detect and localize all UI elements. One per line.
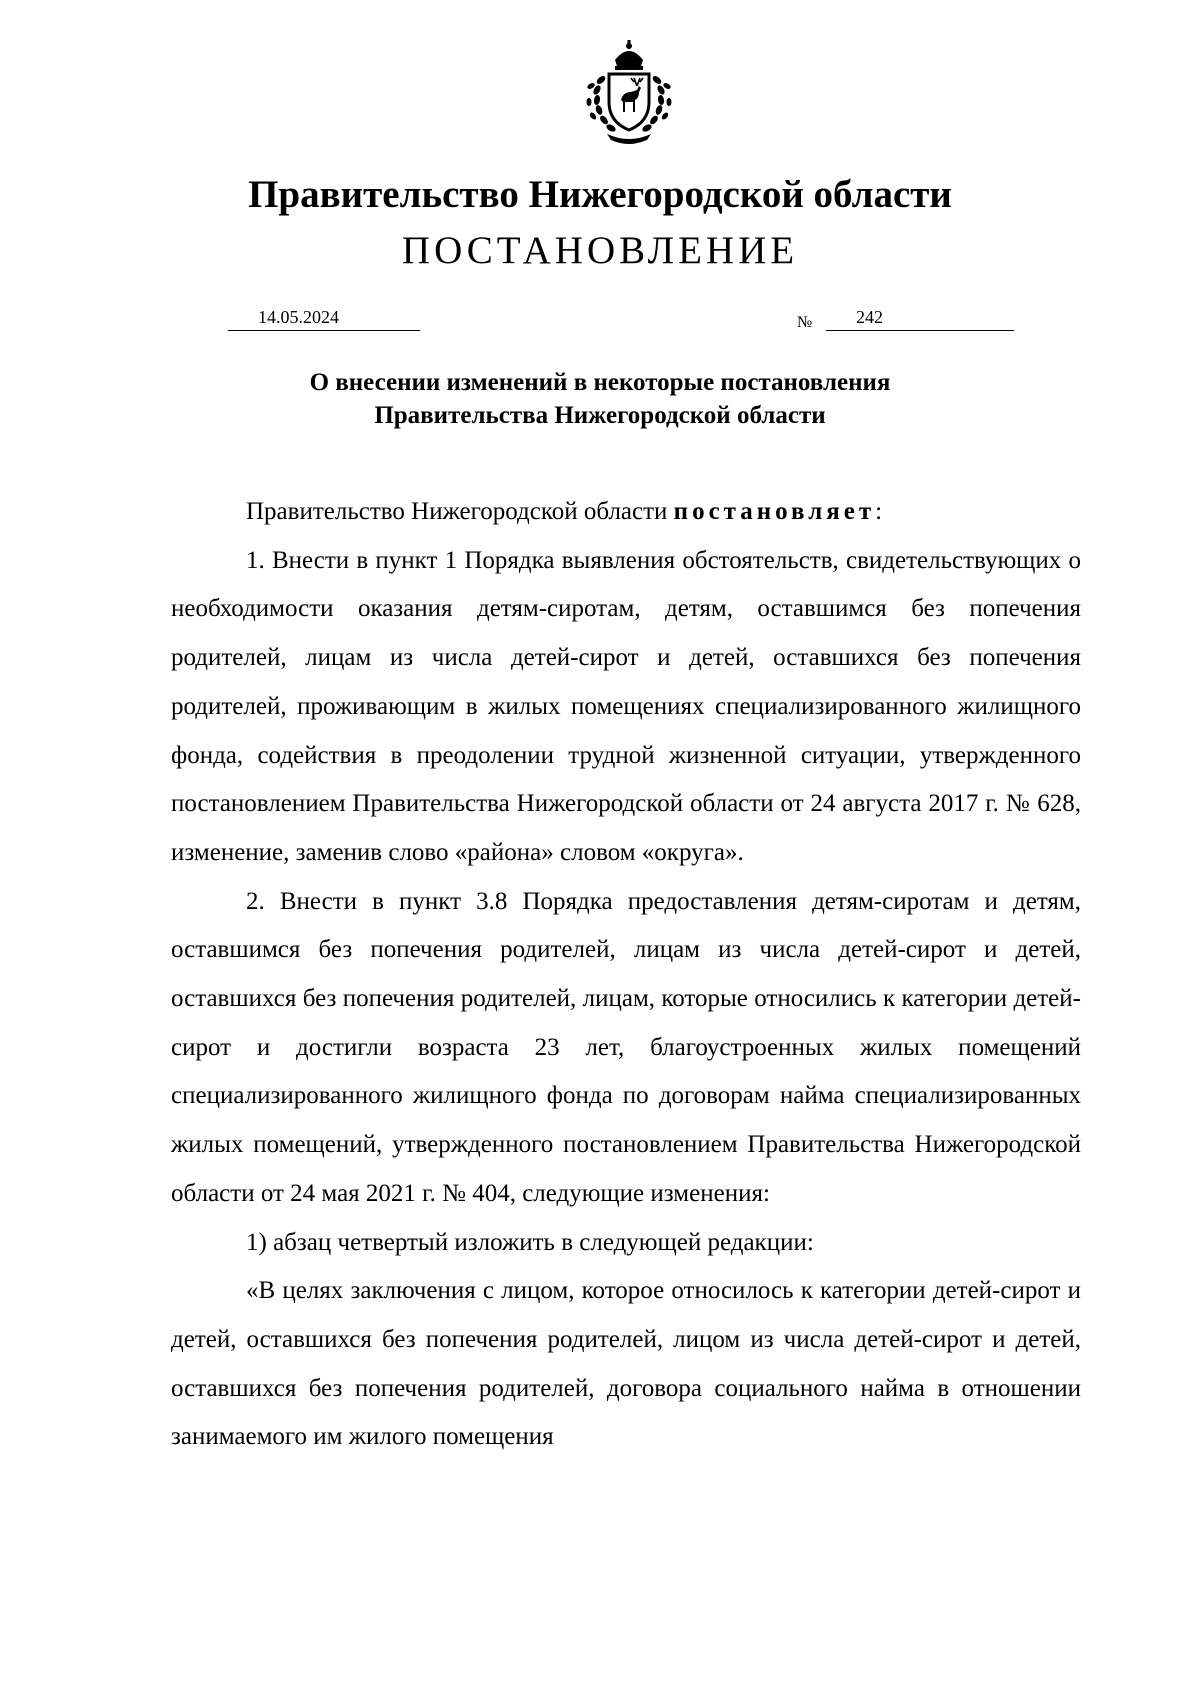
intro-prefix: Правительство Нижегородской области bbox=[246, 498, 674, 525]
intro-suffix: : bbox=[875, 498, 883, 525]
government-name: Правительство Нижегородской области bbox=[248, 173, 952, 216]
document-date: 14.05.2024 bbox=[258, 307, 339, 327]
paragraph-2: 2. Внести в пункт 3.8 Порядка предоставления детям-сиротам и детям, оставшимся без попечения родителей, лицам из числа детей-сирот и детей, оставшихся без попечения родителей, лицам, которые относились к категории детей-сирот и достигли возраста 23 лет, благоустроенных жилых помещений специализированного жилищного фонда по договорам найма специализированных жилых помещений, утвержденного постановлением Правительства Нижегородской области от 24 мая 2021 г. № 404, следующие изменения: bbox=[171, 887, 1081, 1207]
document-type: ПОСТАНОВЛЕНИЕ bbox=[401, 229, 799, 272]
document-title-line-1: О внесении изменений в некоторые постановления bbox=[309, 369, 891, 396]
paragraph-3: 1) абзац четвертый изложить в следующей редакции: bbox=[246, 1228, 814, 1256]
paragraph-4: «В целях заключения с лицом, которое относилось к категории детей-сирот и детей, оставшихся без попечения родителей, лицом из числа детей-сирот и детей, оставшихся без попечения родителей, договора социального найма в отношении занимаемого им жилого помещения bbox=[171, 1277, 1081, 1451]
number-sign: № bbox=[797, 314, 813, 331]
document-body bbox=[171, 488, 1081, 1462]
document-title bbox=[0, 366, 1200, 432]
intro-paragraph bbox=[171, 488, 1081, 537]
document-number: 242 bbox=[856, 307, 883, 327]
intro-verb: постановляет bbox=[673, 498, 876, 525]
number-field bbox=[826, 308, 1014, 331]
paragraph-1: 1. Внести в пункт 1 Порядка выявления обстоятельств, свидетельствующих о необходимости оказания детям-сиротам, детям, оставшимся без попечения родителей, лицам из числа детей-сирот и детей, оставшихся без попечения родителей, проживающим в жилых помещениях специализированного жилищного фонда, содействия в преодолении трудной жизненной ситуации, утвержденного постановлением Правительства Нижегородской области от 24 августа 2017 г. № 628, изменение, заменив слово «района» словом «округа». bbox=[171, 546, 1081, 866]
document-title-line-2: Правительства Нижегородской области bbox=[374, 402, 826, 429]
coat-of-arms-icon bbox=[577, 40, 681, 146]
date-field bbox=[228, 308, 420, 331]
